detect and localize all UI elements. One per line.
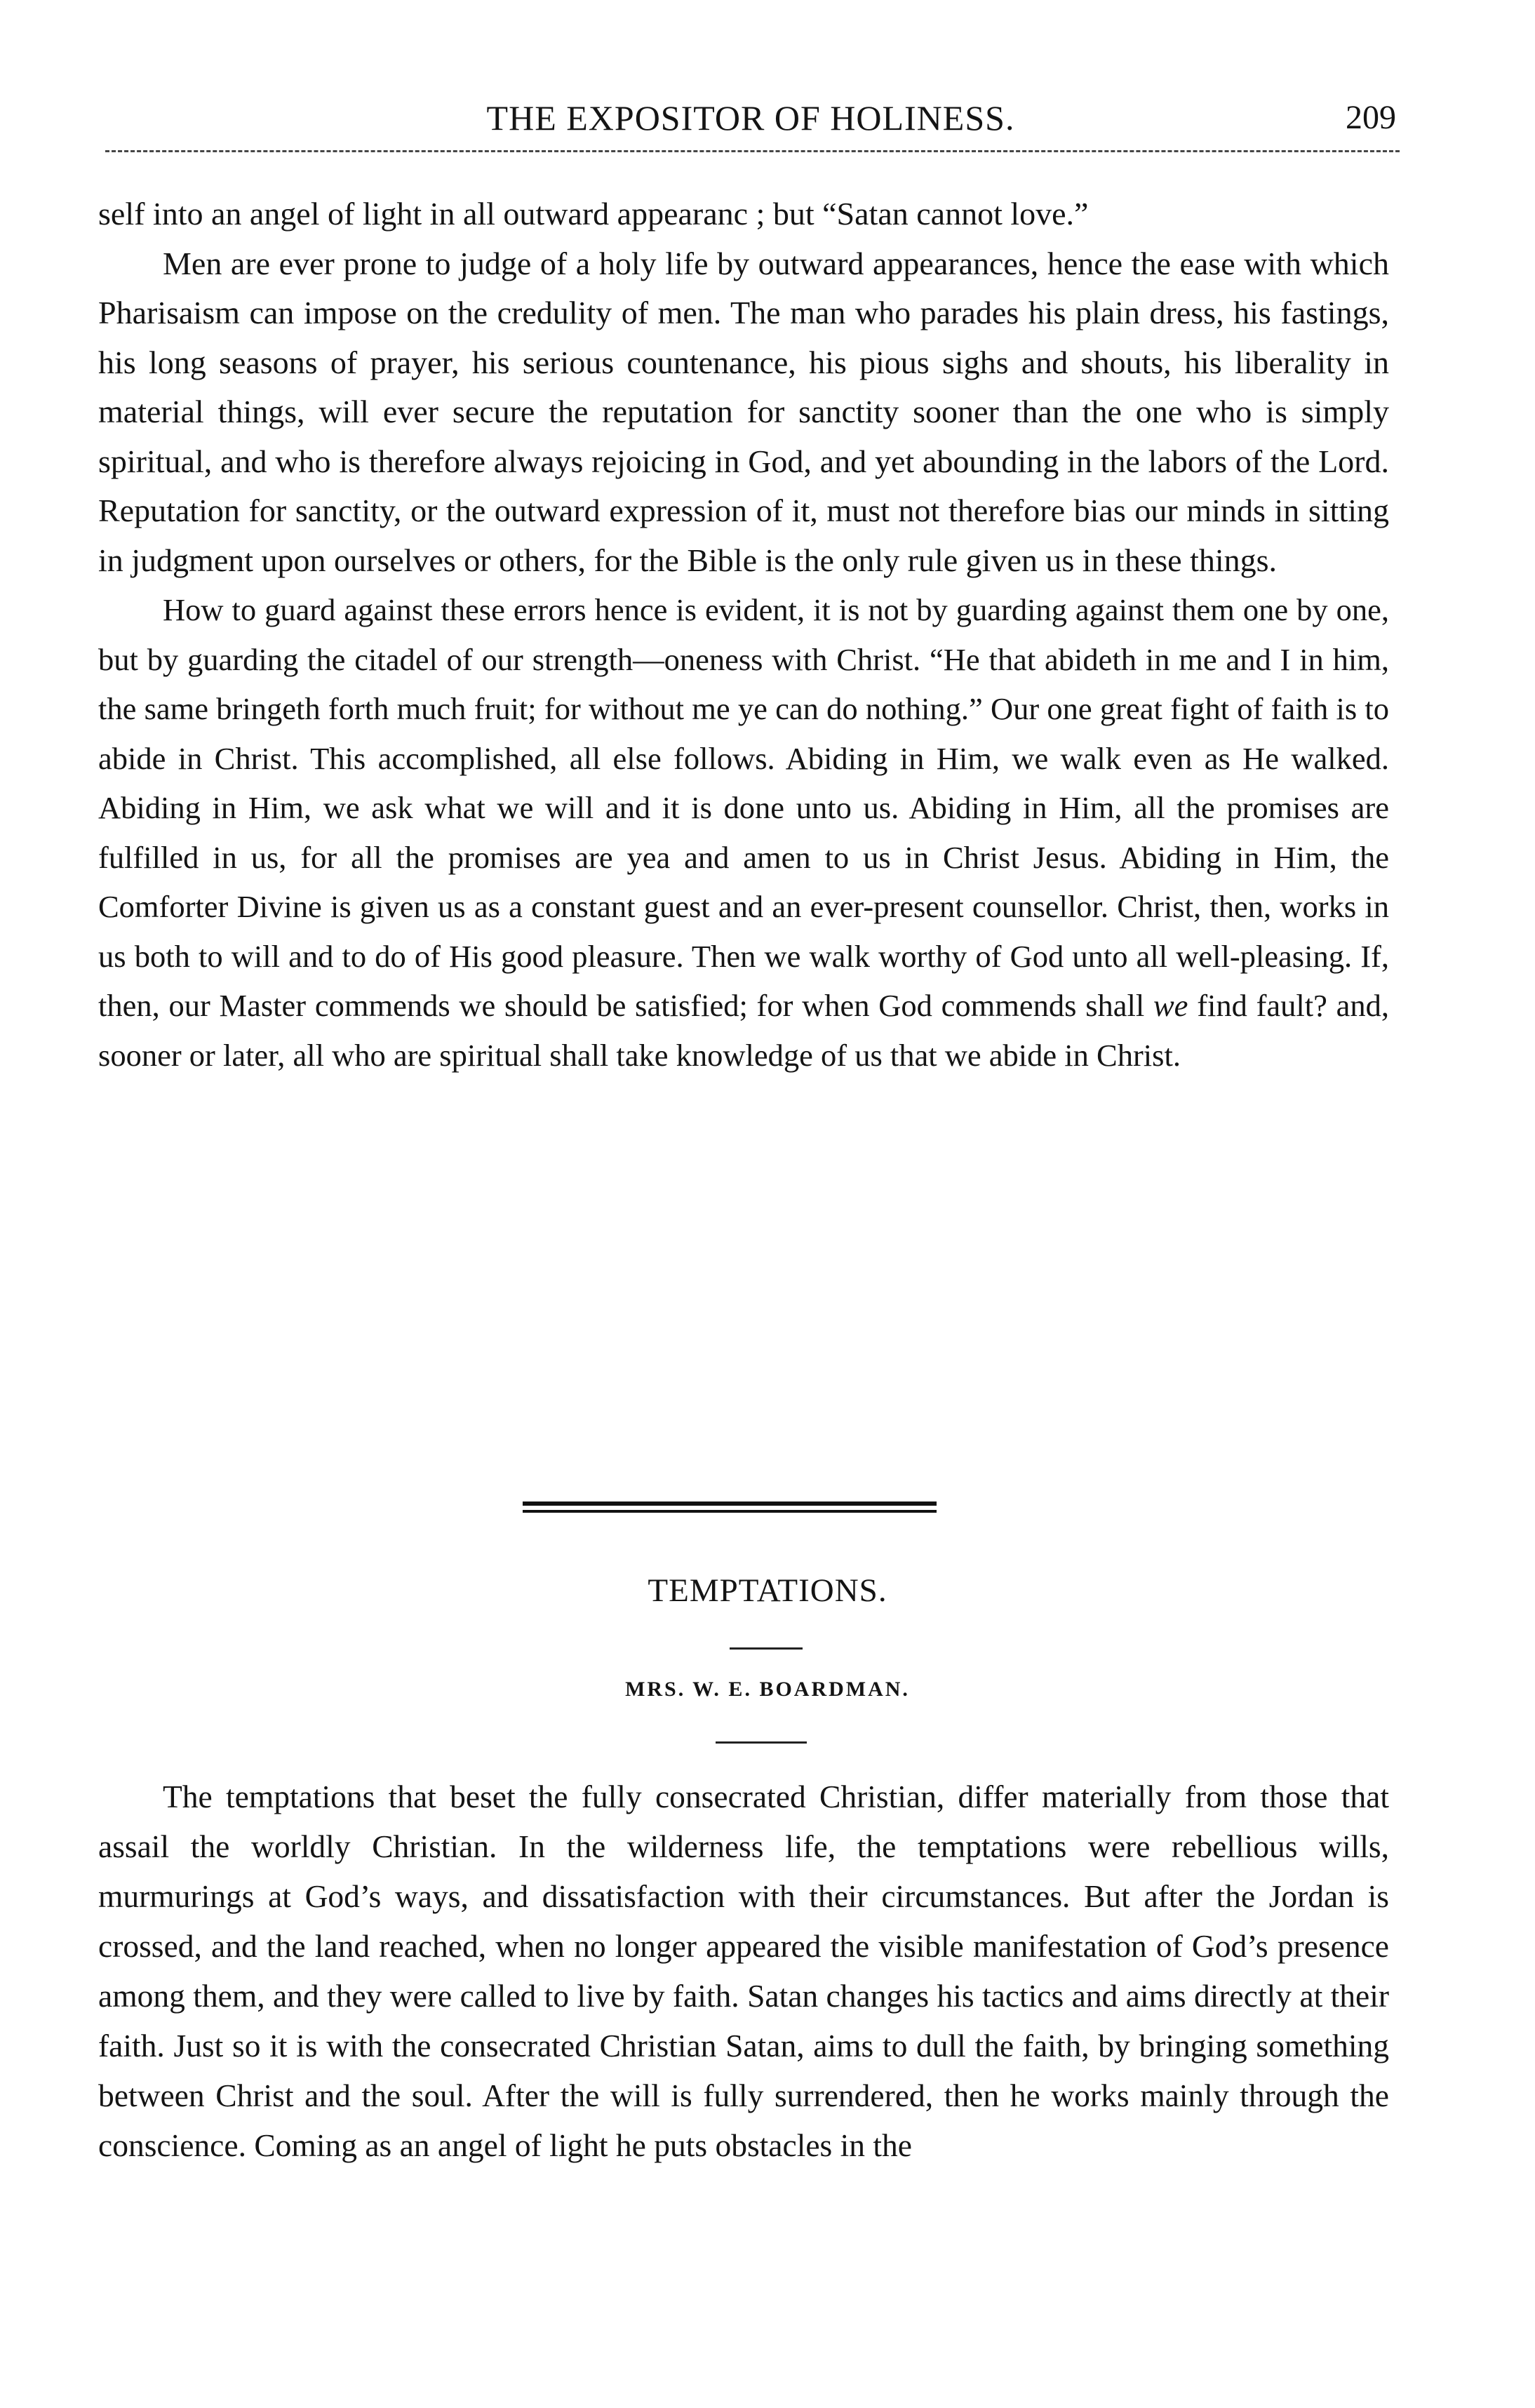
- article-continuation: [98, 189, 1389, 1080]
- paragraph-text-end: find fault? and, sooner or later, all who are spiritual shall take knowledge of us that we abide in Christ.: [98, 988, 1390, 1073]
- article-body: [98, 1772, 1389, 2170]
- article-author: MRS. W. E. BOARDMAN.: [625, 1678, 910, 1701]
- author-rule: [716, 1741, 807, 1744]
- paragraph: The temptations that beset the fully consecrated Christian, differ materially from those that assail the worldly Christian. In the wilderness life, the temptations were rebellious wills, murmurings at God’s ways, and dissatisfaction with their circumstances. But after the Jordan is crossed, and the land reached, when no longer appeared the visible manifestation of God’s presence among them, and they were called to live by faith. Satan changes his tactics and aims directly at their faith. Just so it is with the consecrated Christian Satan, aims to dull the faith, by bringing something between Christ and the soul. After the will is fully surrendered, then he works mainly through the conscience. Coming as an angel of light he puts obstacles in the: [98, 1779, 1389, 2163]
- header-rule: [105, 150, 1400, 152]
- paragraph: Men are ever prone to judge of a holy life by outward appearances, hence the ease with which Pharisaism can impose on the credulity of men. The man who parades his plain dress, his fastings, his long seasons of prayer, his serious countenance, his pious sighs and shouts, his liberality in material things, will ever secure the reputation for sanctity sooner than the one who is simply spiritual, and who is therefore always rejoicing in God, and yet abounding in the labors of the Lord. Reputation for sanctity, or the outward expression of it, must not therefore bias our minds in sitting in judgment upon ourselves or others, for the Bible is the only rule given us in these things.: [98, 245, 1389, 578]
- running-title: THE EXPOSITOR OF HOLINESS.: [486, 98, 1015, 138]
- paragraph-text: How to guard against these errors hence is evident, it is not by guarding against them one by one, but by guarding the citadel of our strength—oneness with Christ. “He that abideth in me and I in him, the same bringeth forth much fruit; for without me ye can do nothing.” Our one great fight of faith is to abide in Christ. This accomplished, all else follows. Abiding in Him, we walk even as He walked. Abiding in Him, we ask what we will and it is done unto us. Abiding in Him, all the promises are fulfilled in us, for all the promises are yea and amen to us in Christ Jesus. Abiding in Him, the Comforter Divine is given us as a constant guest and an ever-present counsellor. Christ, then, works in us both to will and to do of His good pleasure. Then we walk worthy of God unto all well-pleasing. If, then, our Master commends we should be satisfied; for when God commends shall: [98, 592, 1389, 1023]
- page-number: 209: [1346, 99, 1396, 136]
- paragraph: [98, 585, 1389, 1080]
- emphasis-we: we: [1153, 988, 1188, 1023]
- paragraph: self into an angel of light in all outward appearanc ; but “Satan cannot love.”: [98, 196, 1089, 232]
- page-header: [98, 90, 1403, 146]
- article-title: TEMPTATIONS.: [648, 1572, 887, 1609]
- title-rule: [730, 1647, 803, 1650]
- section-divider: [523, 1501, 937, 1513]
